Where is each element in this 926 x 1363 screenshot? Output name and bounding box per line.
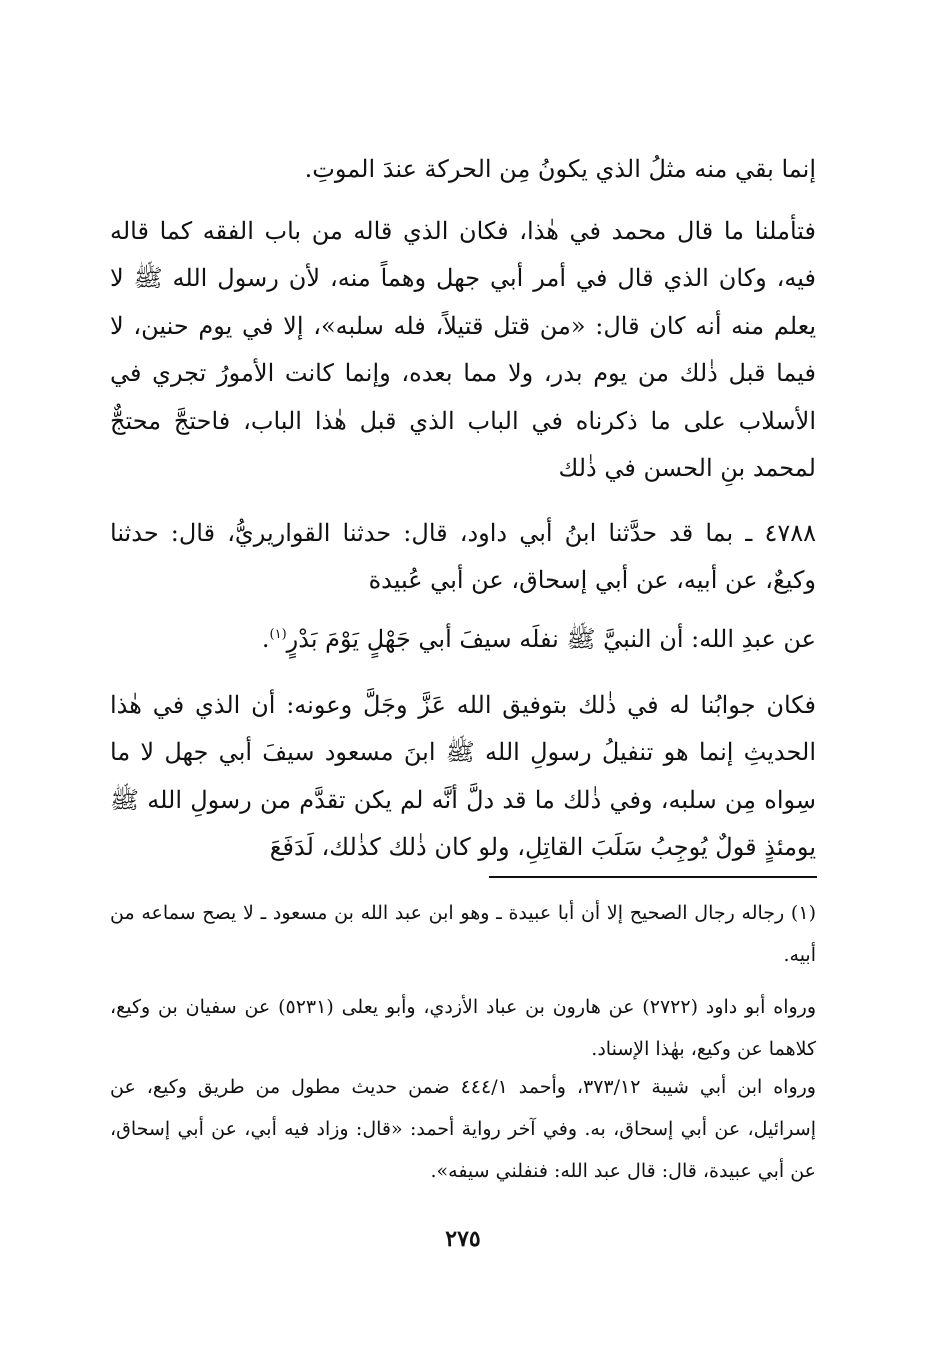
hadith-isnad: ٤٧٨٨ ـ بما قد حدَّثنا ابنُ أبي داود، قال: حدثنا القواريريُّ، قال: حدثنا وكيعٌ، عن أبيه، عن أبي إسحاق، عن أبي عُبيدة [110, 519, 816, 595]
hadith-matn [110, 616, 816, 663]
footnote-divider [489, 876, 817, 878]
hadith-end: . [261, 625, 270, 653]
paragraph-2: فتأملنا ما قال محمد في هٰذا، فكان الذي قاله من باب الفقه كما قاله فيه، وكان الذي قال في أمر أبي جهل وهماً منه، لأن رسول الله ﷺ لا يعلم منه أنه كان قال: «من قتل قتيلاً، فله سلبه»، إلا في يوم حنين، لا فيما قبل ذٰلك من يوم بدر، ولا مما بعده، وإنما كانت الأمورُ تجري في الأسلاب على ما ذكرناه في الباب الذي قبل هٰذا الباب، فاحتجَّ محتجٌّ لمحمد بنِ الحسن في ذٰلك [110, 217, 816, 483]
hadith-text: عن عبدِ الله: أن النبيَّ ﷺ نفلَه سيفَ أبي جَهْلٍ يَوْمَ بَدْرٍ [286, 625, 816, 653]
footnote-1: (١) رجاله رجال الصحيح إلا أن أبا عبيدة ـ وهو ابن عبد الله بن مسعود ـ لا يصح سماعه من أبيه. [110, 902, 816, 966]
footnote-reference[interactable]: (١) [269, 627, 287, 642]
page-number: ٢٧٥ [445, 1226, 481, 1252]
paragraph-answer: فكان جوابُنا له في ذٰلك بتوفيق الله عَزَّ وجَلَّ وعونه: أن الذي في هٰذا الحديثِ إنما هو تنفيلُ رسولِ الله ﷺ ابنَ مسعود سيفَ أبي جهل لا ما سِواه مِن سلبه، وفي ذٰلك ما قد دلَّ أنَّه لم يكن تقدَّم من رسولِ الله ﷺ يومئذٍ قولٌ يُوجِبُ سَلَبَ القاتِلِ، ولو كان ذٰلك كذٰلك، لَدَفَعَ [110, 691, 816, 862]
footnote-2: ورواه أبو داود (٢٧٢٢) عن هارون بن عباد الأزدي، وأبو يعلى (٥٢٣١) عن سفيان بن وكيع، كلاهما عن وكيع، بهٰذا الإسناد. [110, 996, 816, 1060]
paragraph-1: إنما بقي منه مثلُ الذي يكونُ مِن الحركة عندَ الموتِ. [304, 155, 816, 183]
footnote-3: ورواه ابن أبي شيبة ٣٧٣/١٢، وأحمد ٤٤٤/١ ضمن حديث مطول من طريق وكيع، عن إسرائيل، عن أبي إسحاق، به. وفي آخر رواية أحمد: «قال: وزاد فيه أبي، عن أبي إسحاق، عن أبي عبيدة، قال: قال عبد الله: فنفلني سيفه». [110, 1076, 816, 1182]
